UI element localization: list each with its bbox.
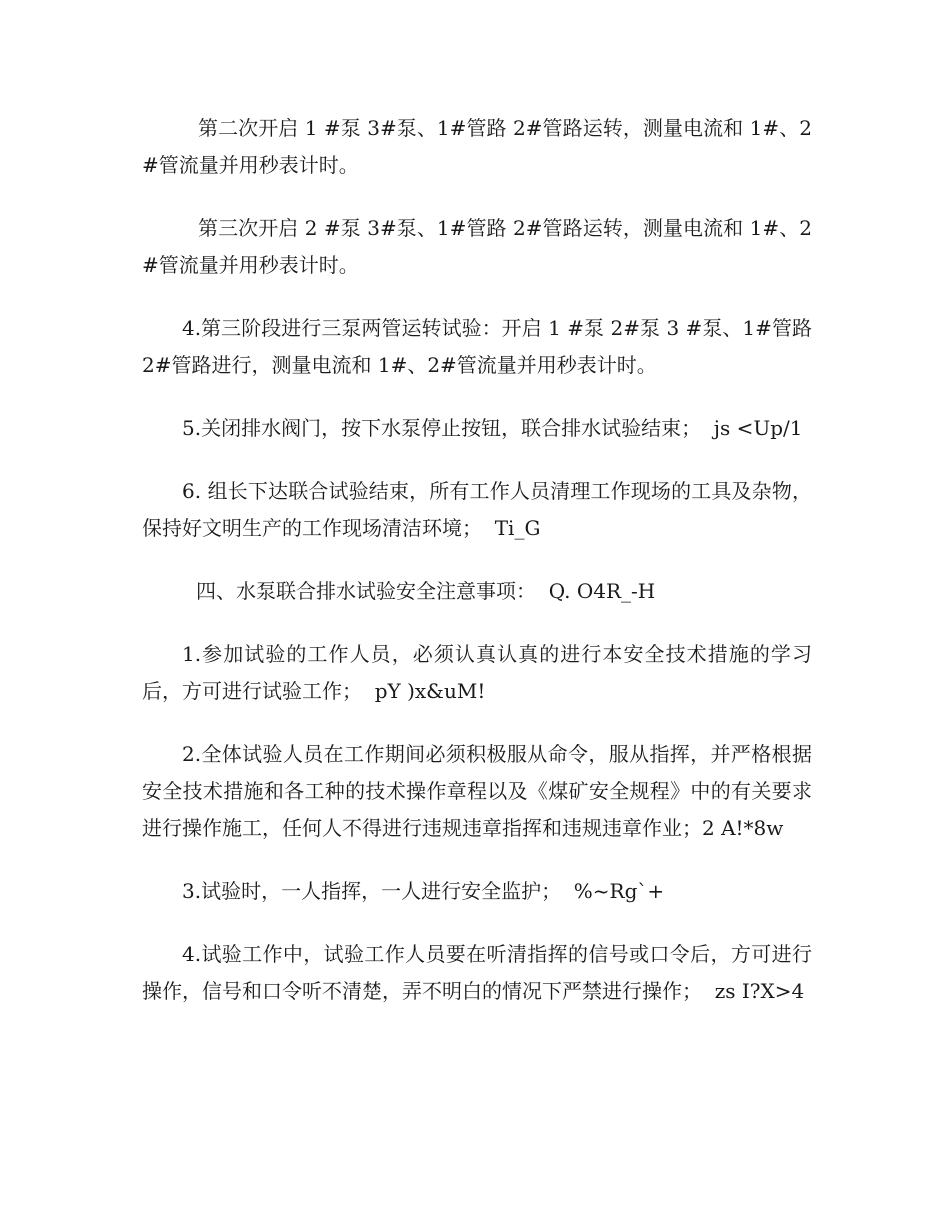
paragraph-step-5: 5.关闭排水阀门，按下水泵停止按钮，联合排水试验结束； js <Up/1 xyxy=(182,416,803,440)
paragraph-third-start: 第三次开启 2 #泵 3#泵、1#管路 2#管路运转，测量电流和 1#、2#管流量并用秒表计时。 xyxy=(142,216,812,277)
paragraph-step-4: 4.第三阶段进行三泵两管运转试验：开启 1 #泵 2#泵 3 #泵、1#管路 2#管路进行，测量电流和 1#、2#管流量并用秒表计时。 xyxy=(142,316,819,377)
paragraph-safety-1: 1.参加试验的工作人员，必须认真认真的进行本安全技术措施的学习后，方可进行试验工作； pY )x&uM! xyxy=(142,642,812,703)
paragraph-second-start: 第二次开启 1 #泵 3#泵、1#管路 2#管路运转，测量电流和 1#、2#管流量并用秒表计时。 xyxy=(142,116,812,177)
document-body xyxy=(142,110,819,1036)
section-heading-safety: 四、水泵联合排水试验安全注意事项： Q. O4R_-H xyxy=(196,579,656,603)
paragraph-safety-2: 2.全体试验人员在工作期间必须积极服从命令，服从指挥，并严格根据安全技术措施和各工种的技术操作章程以及《煤矿安全规程》中的有关要求进行操作施工，任何人不得进行违规违章指挥和违规违章作业；2 A!*8w xyxy=(142,742,812,840)
paragraph-safety-4: 4.试验工作中，试验工作人员要在听清指挥的信号或口令后，方可进行操作，信号和口令听不清楚，弄不明白的情况下严禁进行操作； zs I?X>4 xyxy=(142,942,812,1003)
paragraph-step-6: 6. 组长下达联合试验结束，所有工作人员清理工作现场的工具及杂物，保持好文明生产的工作现场清洁环境； Ti_G xyxy=(142,479,812,540)
paragraph-safety-3: 3.试验时，一人指挥，一人进行安全监护； %~Rg`+ xyxy=(182,879,665,903)
